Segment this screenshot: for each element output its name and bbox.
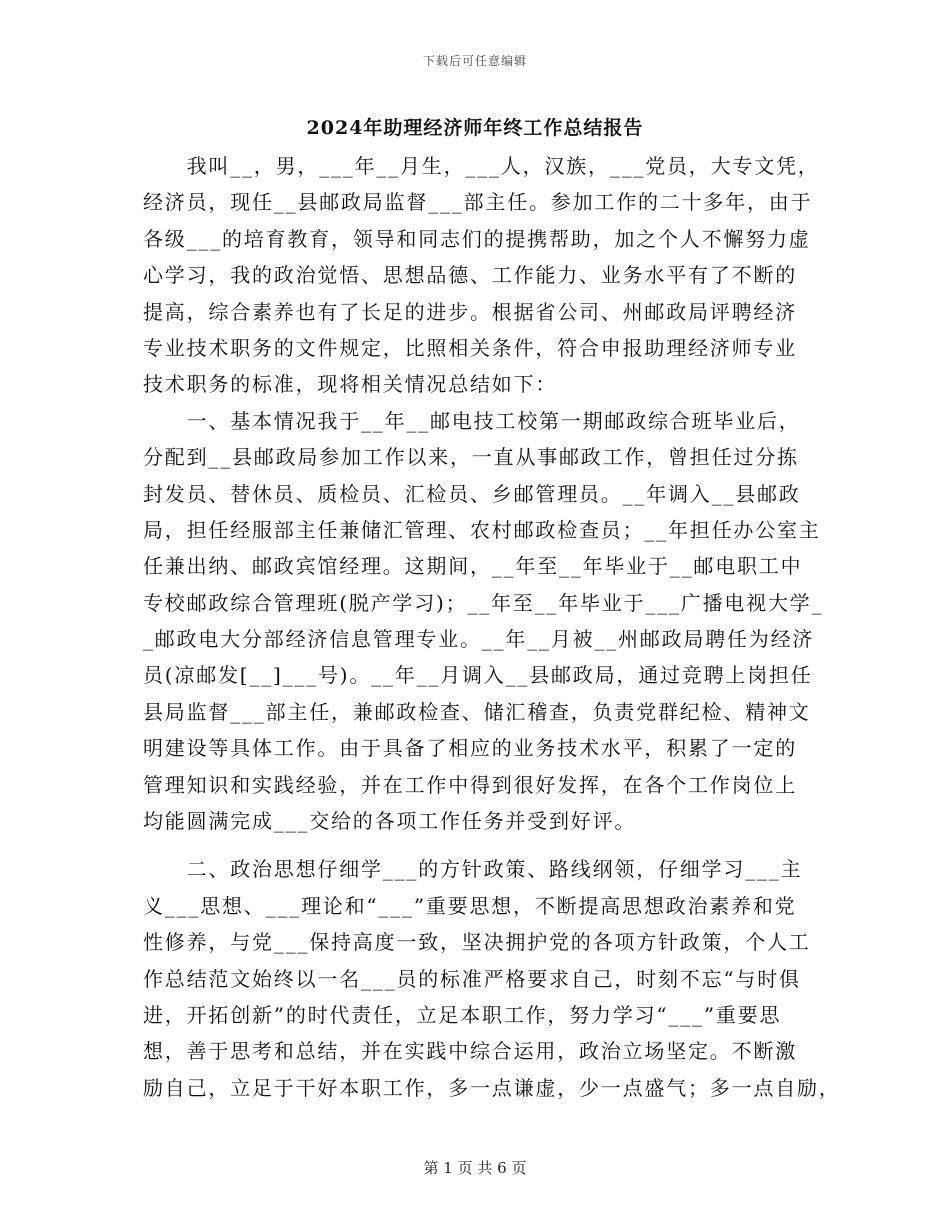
text-line: 管理知识和实践经验，并在工作中得到很好发挥，在各个工作岗位上 (143, 772, 797, 797)
text-line: 一、基本情况我于__年__邮电技工校第一期邮政综合班毕业后， (143, 408, 801, 433)
page-number-footer: 第 1 页 共 6 页 (423, 1159, 527, 1177)
paragraph-group-1 (143, 148, 824, 839)
text-line: 分配到__县邮政局参加工作以来，一直从事邮政工作，曾担任过分拣 (143, 445, 799, 470)
text-line: 提高，综合素养也有了长足的进步。根据省公司、州邮政局评聘经济 (143, 299, 797, 324)
paragraph-gap (143, 839, 813, 851)
text-line: 专业技术职务的文件规定，比照相关条件，符合申报助理经济师专业 (143, 335, 797, 360)
text-line: 进，开拓创新”的时代责任，立足本职工作，努力学习“___”重要思 (143, 1002, 782, 1027)
text-line: 各级___的培育教育，领导和同志们的提携帮助，加之个人不懈努力虚 (143, 226, 811, 251)
text-line: 明建设等具体工作。由于具备了相应的业务技术水平，积累了一定的 (143, 736, 797, 761)
text-line: 二、政治思想仔细学___的方针政策、路线纲领，仔细学习___主 (143, 857, 803, 882)
text-line: 心学习，我的政治觉悟、思想品德、工作能力、业务水平有了不断的 (143, 263, 797, 288)
text-line: 专校邮政综合管理班(脱产学习)；__年至__年毕业于___广播电视大学_ (143, 590, 824, 615)
document-body (143, 148, 841, 1106)
document-title: 2024年助理经济师年终工作总结报告 (306, 117, 644, 139)
text-line: 员(凉邮发[__]___号)。__年__月调入__县邮政局，通过竞聘上岗担任 (143, 663, 813, 688)
text-line: 想，善于思考和总结，并在实践中综合运用，政治立场坚定。不断激 (143, 1039, 797, 1064)
text-line: 作总结范文始终以一名___员的标准严格要求自己，时刻不忘“与时俱 (143, 966, 801, 991)
paragraph-group-2 (143, 851, 841, 1106)
text-line: 局，担任经服部主任兼储汇管理、农村邮政检查员；__年担任办公室主 (143, 517, 821, 542)
text-line: 县局监督___部主任，兼邮政检查、储汇稽查，负责党群纪检、精神文 (143, 699, 811, 724)
text-line: 封发员、替休员、质检员、汇检员、乡邮管理员。__年调入__县邮政 (143, 481, 801, 506)
header-note: 下载后可任意编辑 (422, 54, 527, 68)
text-line: 技术职务的标准，现将相关情况总结如下： (143, 372, 558, 397)
text-line: 励自己，立足于干好本职工作，多一点谦虚，少一点盛气；多一点自励， (143, 1075, 841, 1100)
text-line: 经济员，现任__县邮政局监督___部主任。参加工作的二十多年，由于 (143, 190, 813, 215)
text-line: 性修养，与党___保持高度一致，坚决拥护党的各项方针政策，个人工 (143, 930, 811, 955)
text-line: 我叫__，男，___年__月生，___人，汉族，___党员，大专文凭， (143, 154, 820, 178)
text-line: 均能圆满完成___交给的各项工作任务并受到好评。 (143, 809, 637, 834)
text-line: 义___思想、___理论和“___”重要思想，不断提高思想政治素养和党 (143, 893, 797, 918)
text-line: 任兼出纳、邮政宾馆经理。这期间，__年至__年毕业于__邮电职工中 (143, 554, 803, 579)
text-line: _邮政电大分部经济信息管理专业。__年__月被__州邮政局聘任为经济 (143, 627, 815, 652)
